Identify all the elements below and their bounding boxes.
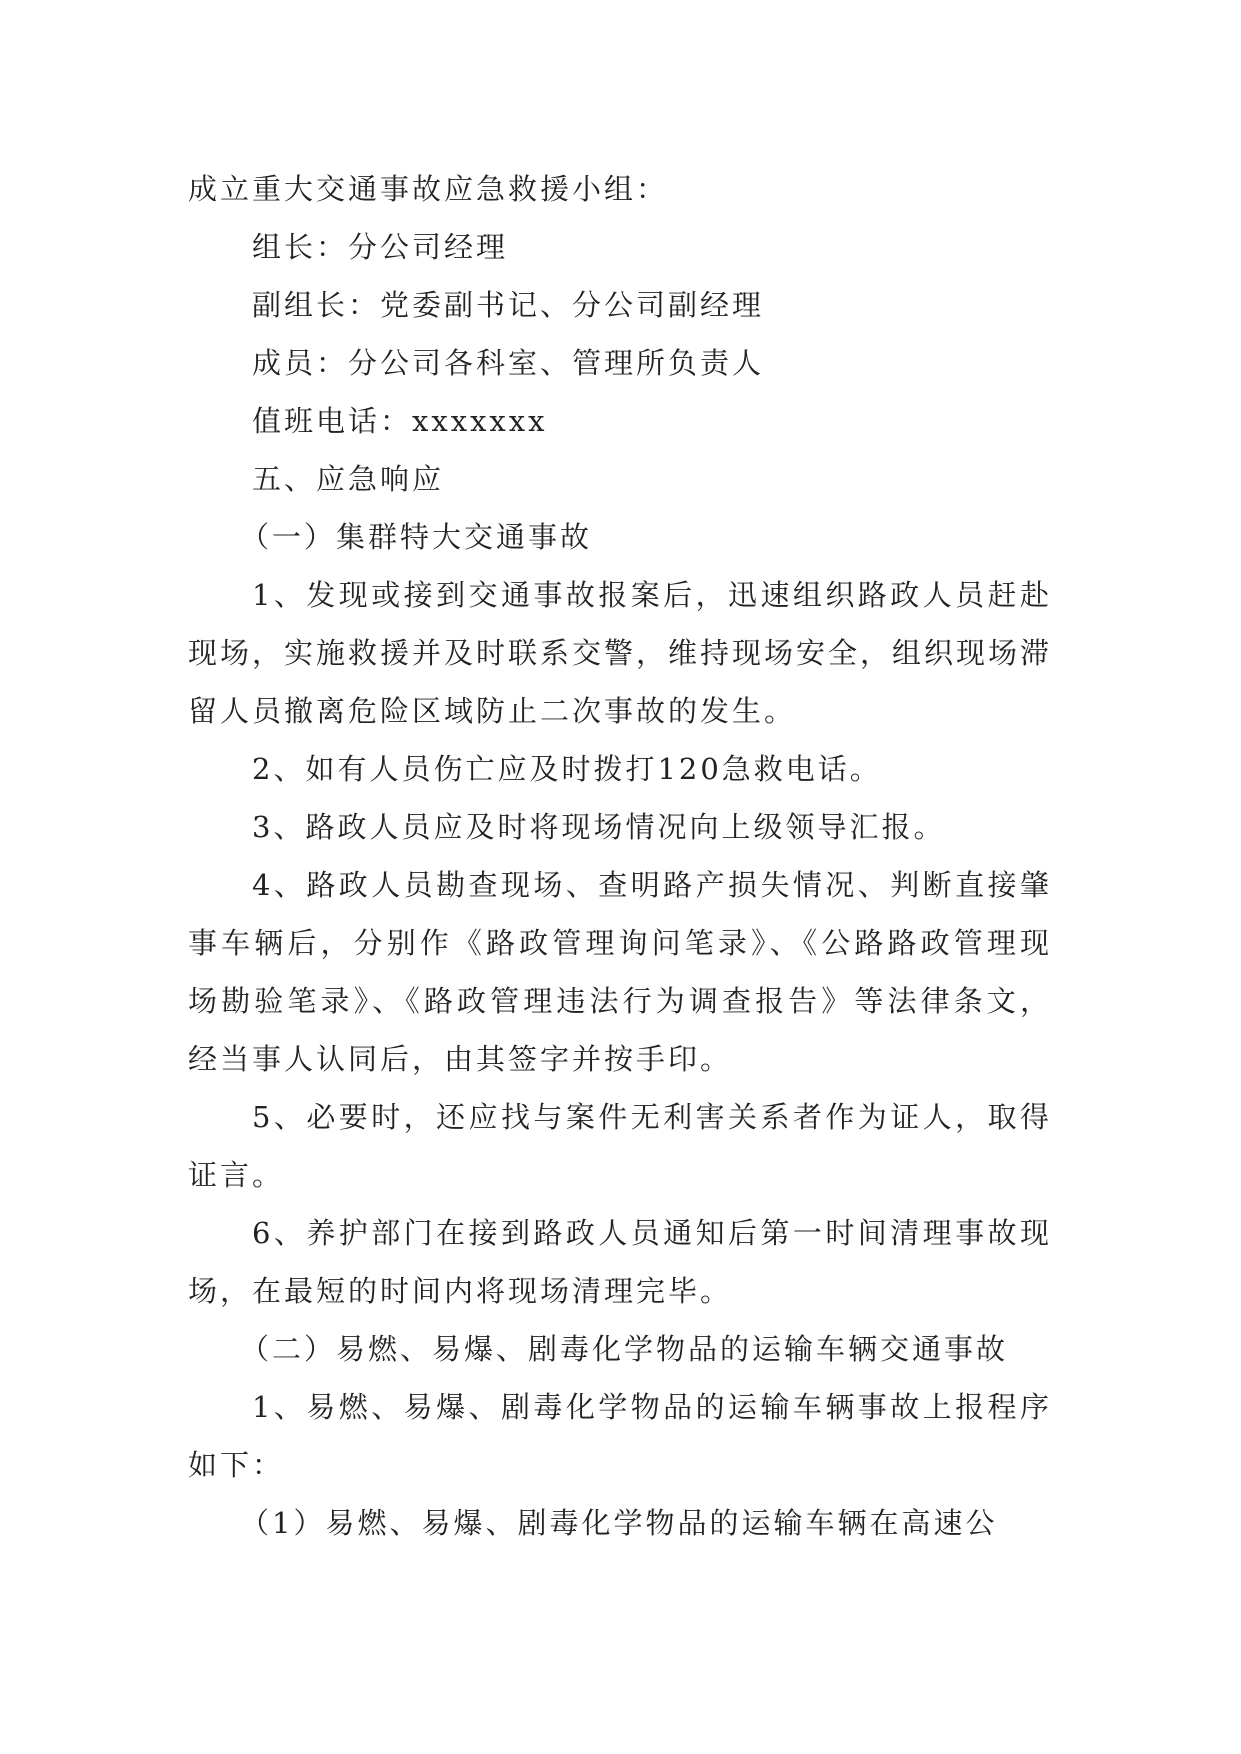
paragraph-deputy-leader: 副组长：党委副书记、分公司副经理 [252,288,765,322]
paragraph-team-leader: 组长：分公司经理 [252,230,509,264]
subsection-heading-hazmat-accident: （二）易燃、易爆、剧毒化学物品的运输车辆交通事故 [240,1332,1009,1366]
section-heading-emergency-response: 五、应急响应 [252,462,445,496]
document-page [188,160,1052,1552]
paragraph-item-3: 3、路政人员应及时将现场情况向上级领导汇报。 [252,810,946,844]
paragraph-item-4: 4、路政人员勘查现场、查明路产损失情况、判断直接肇事车辆后，分别作《路政管理询问笔录》、《公路路政管理现场勘验笔录》、《路政管理违法行为调查报告》等法律条文，经当事人认同后，由其签字并按手印。 [188,868,1052,1076]
paragraph-item-2: 2、如有人员伤亡应及时拨打120急救电话。 [252,752,882,786]
paragraph-hazmat-item-1: 1、易燃、易爆、剧毒化学物品的运输车辆事故上报程序如下： [188,1390,1052,1482]
paragraph-item-1: 1、发现或接到交通事故报案后，迅速组织路政人员赶赴现场，实施救援并及时联系交警，维持现场安全，组织现场滞留人员撤离危险区域防止二次事故的发生。 [188,578,1053,728]
subsection-heading-cluster-accident: （一）集群特大交通事故 [240,520,593,554]
paragraph-item-6: 6、养护部门在接到路政人员通知后第一时间清理事故现场，在最短的时间内将现场清理完毕。 [188,1216,1052,1308]
paragraph-members: 成员：分公司各科室、管理所负责人 [252,346,765,380]
paragraph-item-5: 5、必要时，还应找与案件无利害关系者作为证人，取得证言。 [188,1100,1052,1192]
paragraph-duty-phone: 值班电话：xxxxxxx [252,404,548,438]
paragraph-team-intro: 成立重大交通事故应急救援小组： [188,172,669,206]
paragraph-hazmat-subitem-1: （1）易燃、易爆、剧毒化学物品的运输车辆在高速公 [240,1506,998,1540]
